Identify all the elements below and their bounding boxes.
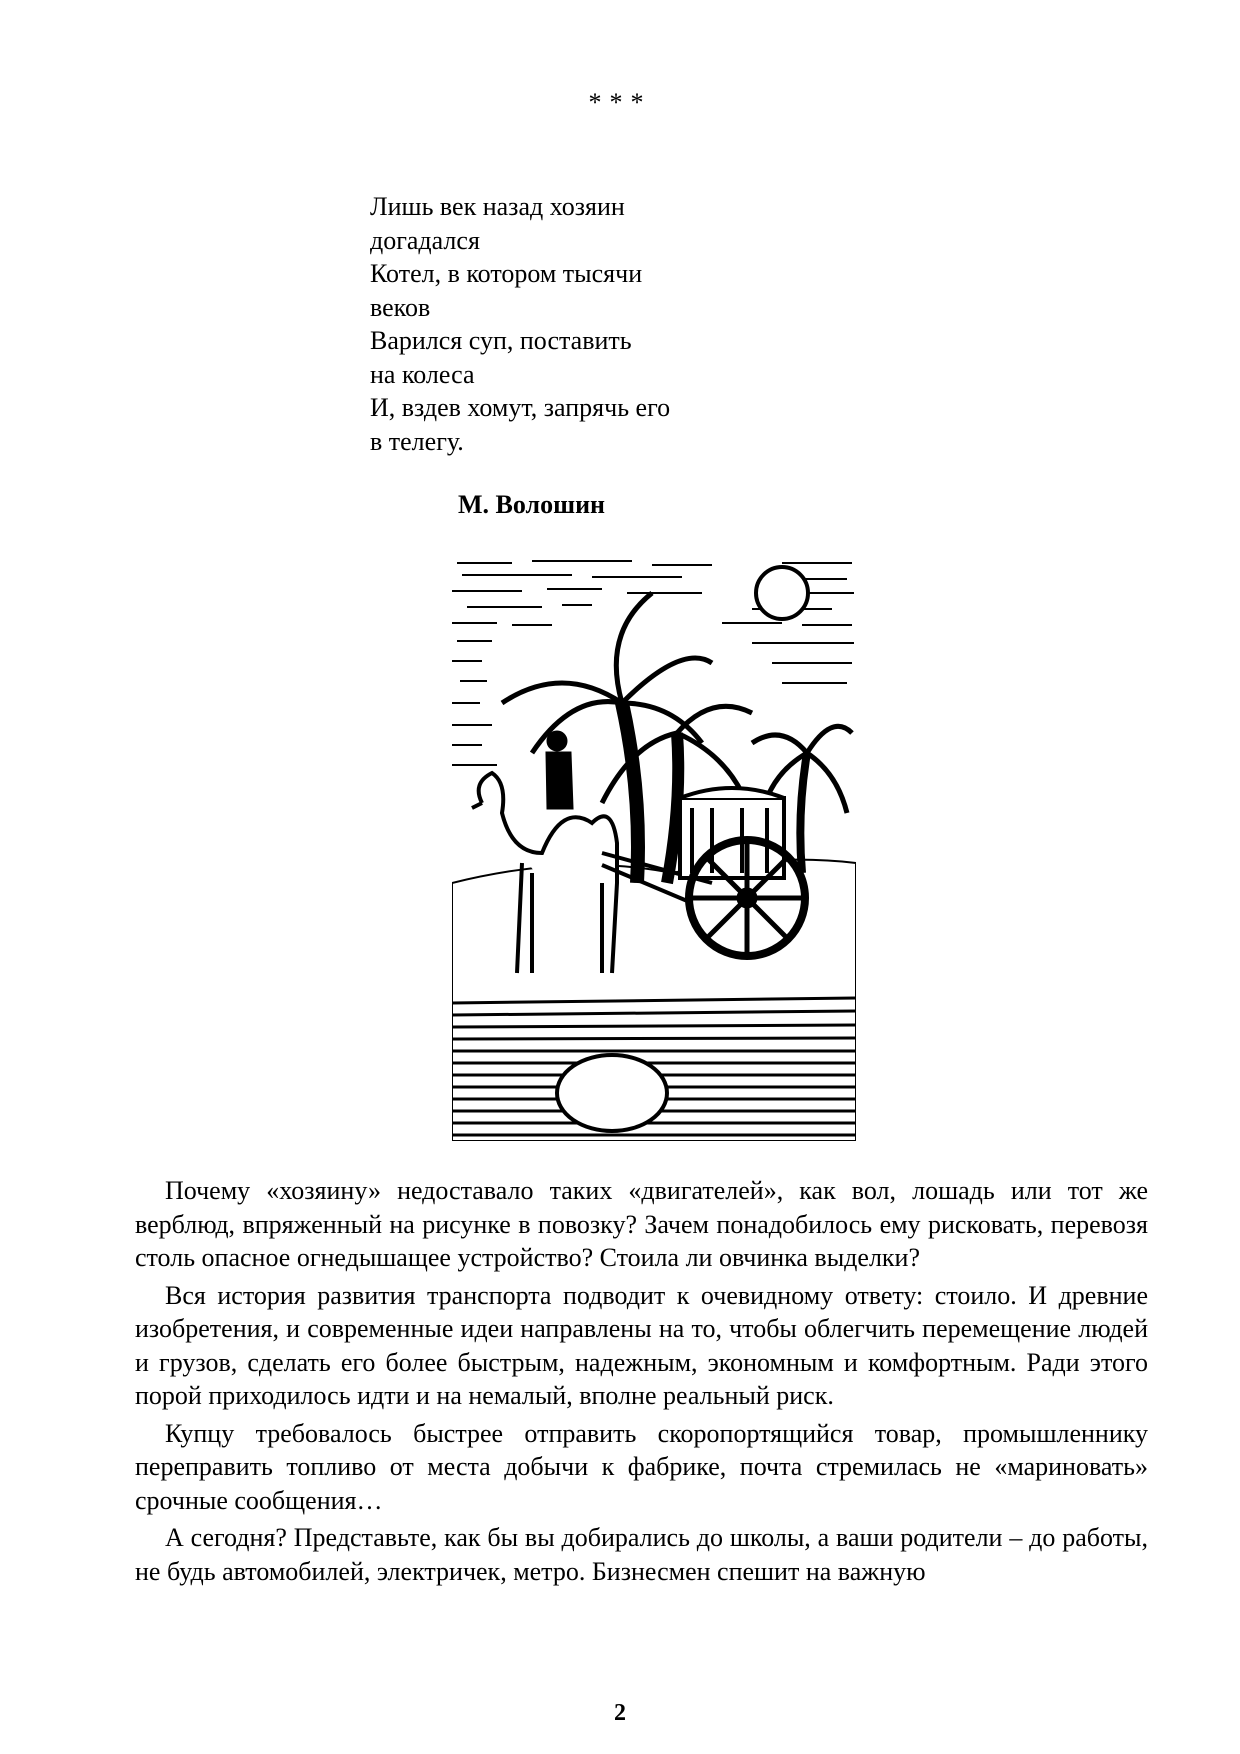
poem-line: в телегу. — [370, 426, 464, 456]
paragraph: Почему «хозяину» недоставало таких «двигателей», как вол, лошадь или тот же верблюд, впряженный на рисунке в повозку? Зачем понадобилось ему рисковать, перевозя столь опасное огнедышащее устройство? Стоила ли овчинка выделки? — [135, 1176, 1148, 1272]
rider-icon — [547, 732, 572, 808]
sun-icon — [756, 567, 808, 619]
poem-author: М. Волошин — [458, 490, 606, 519]
poem-line: И, вздев хомут, запрячь его — [370, 393, 671, 422]
paragraph: Вся история развития транспорта подводит к очевидному ответу: стоило. И древние изобретения, и современные идеи направлены на то, чтобы облегчить перемещение людей и грузов, сделать его более быстрым, надежным, экономным и комфортным. Ради этого порой приходилось идти и на немалый, вполне реальный риск. — [135, 1280, 1148, 1410]
body-text — [135, 1174, 1148, 1592]
paragraph: Купцу требовалось быстрее отправить скоропортящийся товар, промышленнику переправить топливо от места добычи к фабрике, почта стремилась не «мариновать» срочные сообщения… — [135, 1418, 1148, 1515]
section-divider-stars: *** — [588, 88, 652, 117]
paragraph: А сегодня? Представьте, как бы вы добирались до школы, а ваши родители – до работы, не будь автомобилей, электричек, метро. Бизнесмен спешит на важную — [135, 1523, 1148, 1586]
rock — [557, 1055, 667, 1131]
poem-line: Варился суп, поставить — [370, 326, 632, 355]
poem-line: Лишь век назад хозяин — [370, 192, 625, 221]
poem-line: догадался — [370, 225, 480, 255]
page-number: 2 — [614, 1700, 626, 1726]
cart-wheel-icon — [689, 840, 805, 956]
poem-line: веков — [370, 292, 431, 322]
poem-line: на колеса — [370, 359, 475, 389]
epigraph-poem — [370, 190, 670, 458]
poem-line: Котел, в котором тысячи — [370, 259, 643, 288]
camel-cart-illustration — [452, 553, 856, 1141]
